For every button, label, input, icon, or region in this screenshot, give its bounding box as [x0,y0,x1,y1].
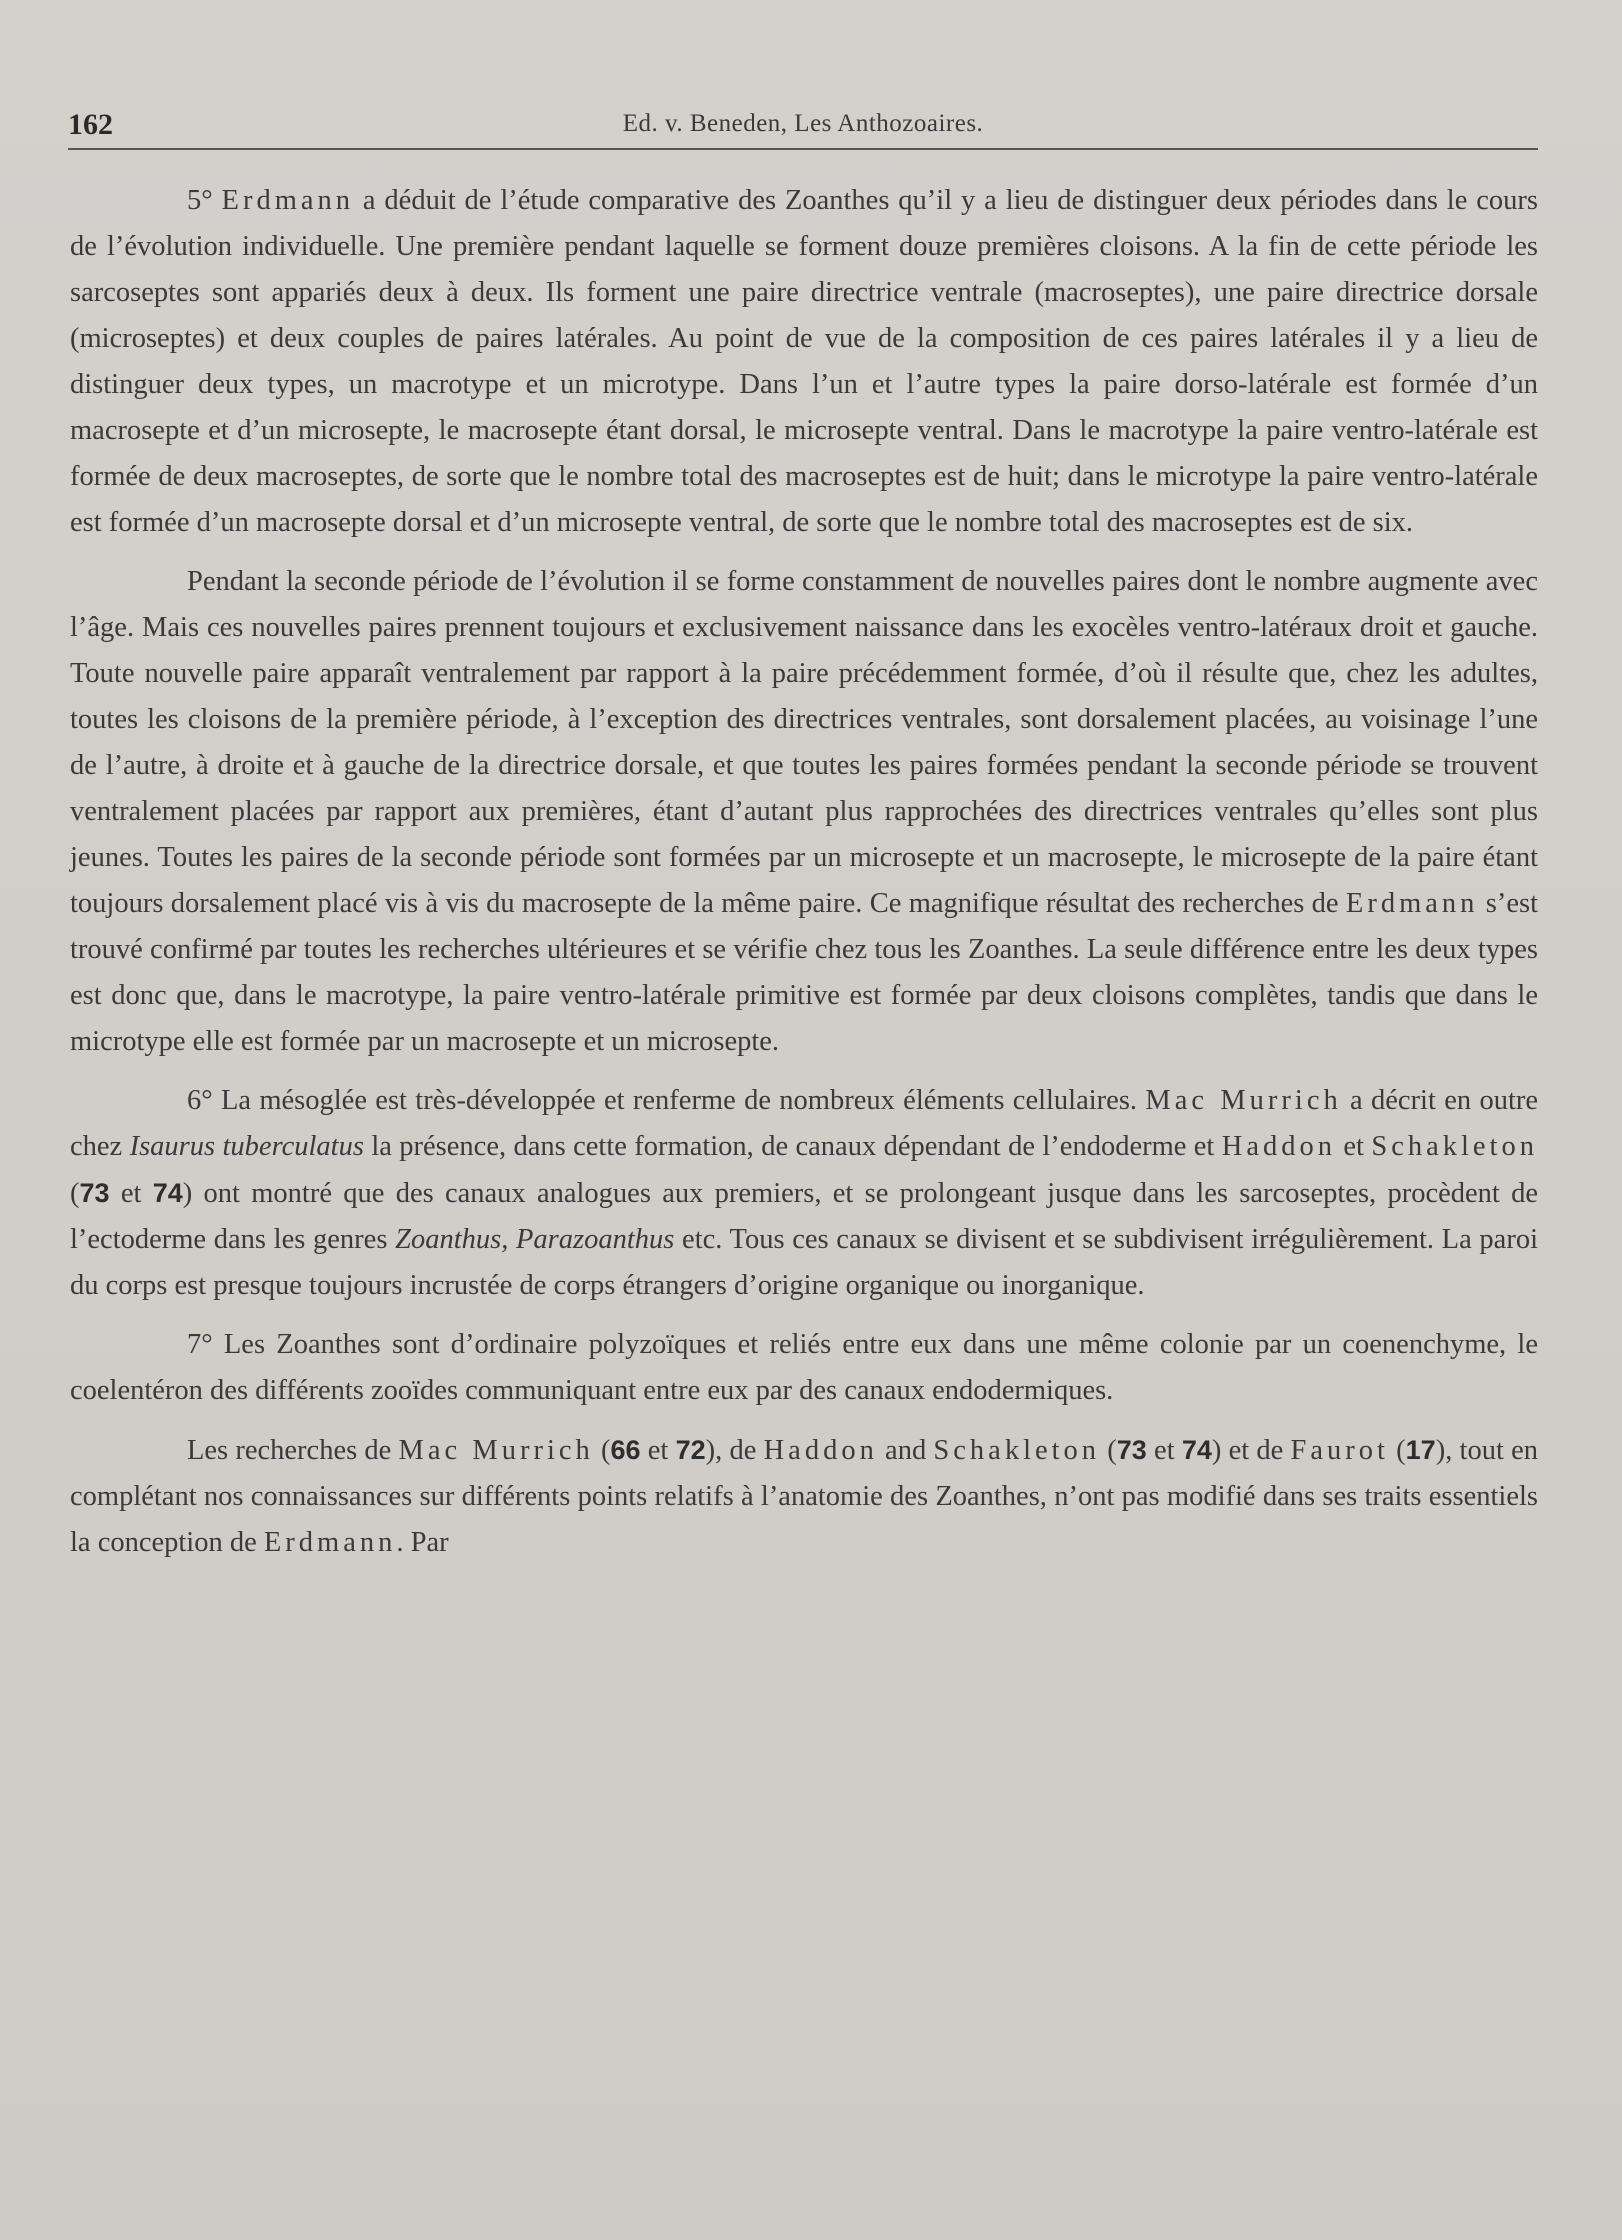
text-run: . Par [396,1527,449,1558]
text-run: a décrit en outre chez [70,1085,1538,1162]
text-run: ), de [705,1435,764,1466]
text-run: ) ont montré que des canaux analogues aux premiers, et se prolongeant jusque dans les sarcoseptes, procèdent de l’ectoderme dans les genres [70,1178,1538,1255]
paragraph-5 [70,1427,1538,1566]
page-number: 162 [68,108,113,141]
author-name: Erdmann [263,1527,397,1558]
author-name: Erdmann [1345,888,1479,919]
author-name: Haddon [763,1435,878,1466]
author-name: Faurot [1290,1435,1389,1466]
text-run: etc. Tous ces canaux se divisent et se subdivisent irrégulièrement. La paroi du corps est presque toujours incrustée de corps étrangers d’origine organique ou inorganique. [70,1224,1538,1301]
text-run: Pendant la seconde période de l’évolution il se forme constamment de nouvelles paires dont le nombre augmente avec l’âge. Mais ces nouvelles paires prennent toujours et exclusivement naissance dans les exocèles ventro-latéraux droit et gauche. Toute nouvelle paire apparaît ventralement par rapport à la paire précédemment formée, d’où il résulte que, chez les adultes, toutes les cloisons de la première période, à l’exception des directrices ventrales, sont dorsalement placées, au voisinage l’une de l’autre, à droite et à gauche de la directrice dorsale, et que toutes les paires formées pendant la seconde période se trouvent ventralement placées par rapport aux premières, étant d’autant plus rapprochées des directrices ventrales qu’elles sont plus jeunes. Toutes les paires de la seconde période sont formées par un microsepte et un macrosepte, le microsepte de la paire étant toujours dorsalement placé vis à vis du macrosepte de la même paire. Ce magnifique résultat des recherches de [70,566,1538,919]
text-run: et [1335,1131,1372,1162]
text-run: et [1146,1435,1182,1466]
page-header [68,108,1538,150]
author-name: Mac Murrich [1145,1085,1342,1116]
text-run: a déduit de l’étude comparative des Zoanthes qu’il y a lieu de distinguer deux périodes dans le cours de l’évolution individuelle. Une première pendant laquelle se forment douze premières cloisons. A la fin de cette période les sarcoseptes sont appariés deux à deux. Ils forment une paire directrice ventrale (macroseptes), une paire directrice dorsale (microseptes) et deux couples de paires latérales. Au point de vue de la composition de ces paires latérales il y a lieu de distinguer deux types, un macrotype et un microtype. Dans l’un et l’autre types la paire dorso-latérale est formée d’un macrosepte et d’un microsepte, le macrosepte étant dorsal, le microsepte ventral. Dans le macrotype la paire ventro-latérale est formée de deux macroseptes, de sorte que le nombre total des macroseptes est de huit; dans le microtype la paire ventro-latérale est formée d’un macrosepte dorsal et d’un microsepte ventral, de sorte que le nombre total des macroseptes est de six. [70,185,1538,538]
text-run: Les recherches de [187,1435,399,1466]
text-run: ( [593,1435,611,1466]
reference-number: 74 [152,1178,183,1208]
italic-term: Zoanthus, Parazoanthus [395,1224,675,1255]
reference-number: 74 [1181,1435,1212,1465]
paragraph-3 [70,1078,1538,1309]
paragraph-2 [70,559,1538,1065]
paragraph-4 [70,1322,1538,1414]
text-run: ( [70,1178,80,1209]
text-run: 6° La mésoglée est très-développée et renferme de nombreux éléments cellulaires. [187,1085,1146,1116]
author-name: Erdmann [221,185,355,216]
paragraph-1 [70,178,1538,546]
italic-term: Isaurus tuberculatus [129,1131,364,1162]
text-run: ) et de [1211,1435,1291,1466]
reference-number: 66 [610,1435,641,1465]
text-run: ), tout en complétant nos connaissances sur différents points relatifs à l’anatomie des Zoanthes, n’ont pas modifié dans ses traits essentiels la conception de [70,1435,1538,1558]
text-run: ( [1100,1435,1117,1466]
body-text [70,178,1538,1579]
reference-number: 73 [1116,1435,1147,1465]
author-name: Mac Murrich [398,1435,594,1466]
running-title: Ed. v. Beneden, Les Anthozoaires. [622,110,984,137]
reference-number: 17 [1405,1435,1436,1465]
text-run: and [877,1435,934,1466]
text-run: ( [1388,1435,1406,1466]
reference-number: 73 [79,1178,110,1208]
text-run: et [109,1178,153,1209]
author-name: Schakleton [1371,1131,1538,1162]
author-name: Schakleton [933,1435,1101,1466]
text-run: la présence, dans cette formation, de canaux dépendant de l’endoderme et [363,1131,1222,1162]
reference-number: 72 [675,1435,706,1465]
text-run: 7° Les Zoanthes sont d’ordinaire polyzoïques et reliés entre eux dans une même colonie par un coenenchyme, le coelentéron des différents zooïdes communiquant entre eux par des canaux endodermiques. [70,1329,1538,1406]
text-run: 5° [187,185,222,216]
text-run: et [640,1435,676,1466]
author-name: Haddon [1221,1131,1336,1162]
text-run: s’est trouvé confirmé par toutes les recherches ultérieures et se vérifie chez tous les Zoanthes. La seule différence entre les deux types est donc que, dans le macrotype, la paire ventro-latérale primitive est formée par deux cloisons complètes, tandis que dans le microtype elle est formée par un macrosepte et un microsepte. [70,888,1538,1057]
